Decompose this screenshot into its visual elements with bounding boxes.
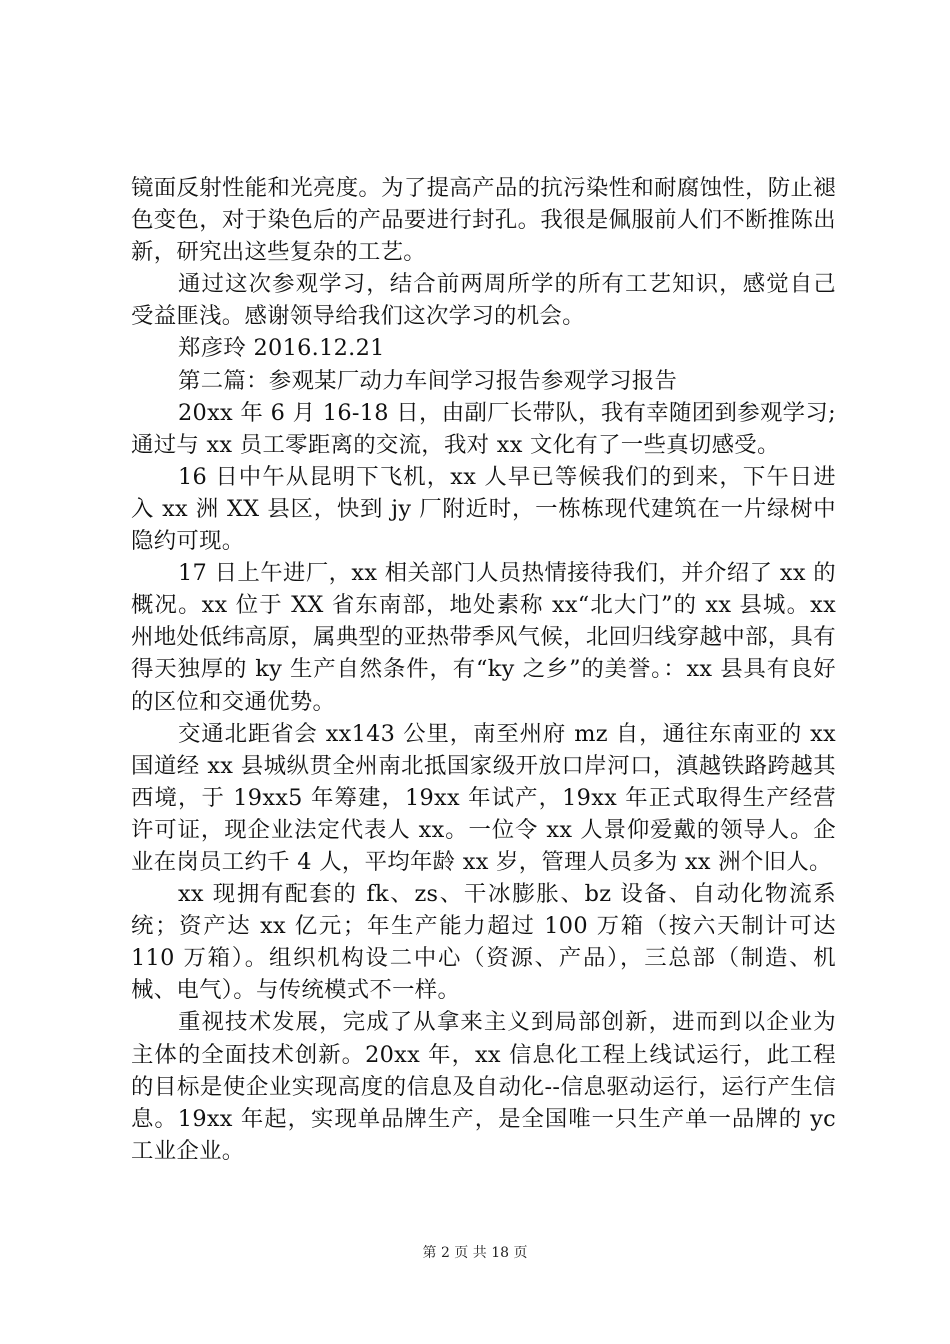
paragraph: 重视技术发展，完成了从拿来主义到局部创新，进而到以企业为主体的全面技术创新。20xx 年，xx 信息化工程上线试运行，此工程的目标是使企业实现高度的信息及自动化--信息驱动运行，运行产生信息。19xx 年起，实现单品牌生产，是全国唯一只生产单一品牌的 yc 工业企业。 <box>131 1009 836 1164</box>
page-number-footer: 第 2 页 共 18 页 <box>422 1245 528 1261</box>
section-heading: 第二篇：参观某厂动力车间学习报告参观学习报告 <box>178 367 678 394</box>
author-date-line: 郑彦玲 2016.12.21 <box>178 335 385 362</box>
paragraph: 16 日中午从昆明下飞机，xx 人早已等候我们的到来，下午日进入 xx 洲 XX 县区，快到 jy 厂附近时，一栋栋现代建筑在一片绿树中隐约可现。 <box>131 463 836 555</box>
document-body <box>131 172 836 1167</box>
paragraph: xx 现拥有配套的 fk、zs、干冰膨胀、bz 设备、自动化物流系统；资产达 xx 亿元；年生产能力超过 100 万箱（按六天制计可达 110 万箱）。组织机构设二中心（资源、产品），三总部（制造、机械、电气）。与传统模式不一样。 <box>131 881 836 1004</box>
paragraph: 17 日上午进厂，xx 相关部门人员热情接待我们，并介绍了 xx 的概况。xx 位于 XX 省东南部，地处素称 xx“北大门”的 xx 县城。xx 州地处低纬高原，属典型的亚热带季风气候，北回归线穿越中部，具有得天独厚的 ky 生产自然条件，有“ky 之乡”的美誉。：xx 县具有良好的区位和交通优势。 <box>131 560 836 715</box>
paragraph: 通过这次参观学习，结合前两周所学的所有工艺知识，感觉自己受益匪浅。感谢领导给我们这次学习的机会。 <box>131 271 836 330</box>
paragraph: 交通北距省会 xx143 公里，南至州府 mz 自，通往东南亚的 xx 国道经 xx 县城纵贯全州南北抵国家级开放口岸河口，滇越铁路跨越其西境，于 19xx5 年筹建，19xx 年试产，19xx 年正式取得生产经营许可证，现企业法定代表人 xx。一位令 xx 人景仰爱戴的领导人。企业在岗员工约千 4 人，平均年龄 xx 岁，管理人员多为 xx 洲个旧人。 <box>131 720 836 875</box>
paragraph: 20xx 年 6 月 16-18 日，由副厂长带队，我有幸随团到参观学习;通过与 xx 员工零距离的交流，我对 xx 文化有了一些真切感受。 <box>131 399 836 458</box>
paragraph: 镜面反射性能和光亮度。为了提高产品的抗污染性和耐腐蚀性，防止褪色变色，对于染色后的产品要进行封孔。我很是佩服前人们不断推陈出新，研究出这些复杂的工艺。 <box>131 175 836 266</box>
